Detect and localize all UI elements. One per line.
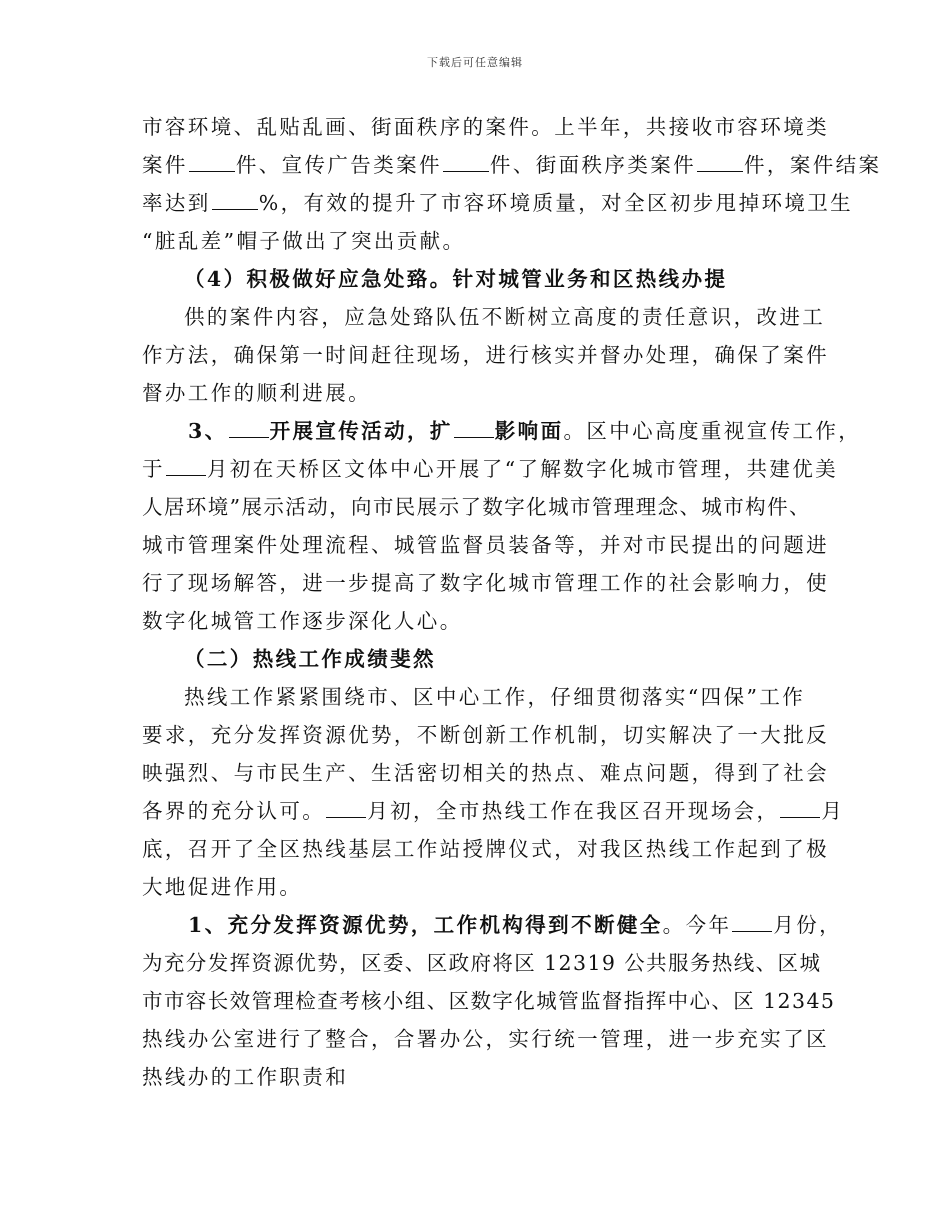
body-line: 市容环境、乱贴乱画、街面秩序的案件。上半年，共接收市容环境类	[142, 115, 829, 139]
section-heading: （4）积极做好应急处臵。针对城管业务和区热线办提	[184, 267, 728, 291]
body-line: 底，召开了全区热线基层工作站授牌仪式，对我区热线工作起到了极	[142, 837, 829, 861]
blank-field	[443, 151, 489, 172]
body-line: 1、充分发挥资源优势，工作机构得到不断健全。今年 月份，	[188, 913, 843, 937]
body-line: 人居环境”展示活动，向市民展示了数字化城市管理理念、城市构件、	[142, 495, 811, 519]
body-line: 热线办公室进行了整合，合署办公，实行统一管理，进一步充实了区	[142, 1027, 829, 1051]
body-line: 作方法，确保第一时间赶往现场，进行核实并督办处理，确保了案件	[142, 343, 829, 367]
blank-field	[732, 911, 772, 932]
body-line: 为充分发挥资源优势，区委、区政府将区 12319 公共服务热线、区城	[142, 951, 822, 975]
body-line: 于 月初在天桥区文体中心开展了“了解数字化城市管理，共建优美	[142, 457, 839, 481]
blank-field	[697, 151, 743, 172]
body-line: 率达到 %，有效的提升了市容环境质量，对全区初步甩掉环境卫生	[142, 191, 854, 215]
body-line: “脏乱差”帽子做出了突出贡献。	[142, 229, 466, 253]
body-line: 案件 件、宣传广告类案件 件、街面秩序类案件 件，案件结案	[142, 153, 882, 177]
body-line: 大地促进作用。	[142, 875, 303, 899]
blank-field	[326, 797, 366, 818]
body-line: 热线工作紧紧围绕市、区中心工作，仔细贯彻落实“四保”工作	[184, 685, 806, 709]
page-header: 下载后可任意编辑	[427, 56, 523, 69]
blank-field	[212, 189, 258, 210]
section-heading: （二）热线工作成绩斐然	[184, 647, 436, 671]
body-line: 热线办的工作职责和	[142, 1065, 349, 1089]
blank-field	[454, 417, 494, 438]
body-line: 3、 开展宣传活动，扩 影响面。区中心高度重视宣传工作，	[188, 419, 862, 443]
body-line: 督办工作的顺利进展。	[142, 381, 371, 405]
body-line: 供的案件内容，应急处臵队伍不断树立高度的责任意识，改进工	[184, 305, 826, 329]
blank-field	[229, 417, 269, 438]
body-line: 行了现场解答，进一步提高了数字化城市管理工作的社会影响力，使	[142, 571, 829, 595]
body-line: 各界的充分认可。 月初，全市热线工作在我区召开现场会， 月	[142, 799, 845, 823]
body-line: 城市管理案件处理流程、城管监督员装备等，并对市民提出的问题进	[142, 533, 829, 557]
blank-field	[780, 797, 820, 818]
body-line: 市市容长效管理检查考核小组、区数字化城管监督指挥中心、区 12345	[142, 989, 836, 1013]
blank-field	[166, 455, 206, 476]
body-line: 映强烈、与市民生产、生活密切相关的热点、难点问题，得到了社会	[142, 761, 829, 785]
body-line: 要求，充分发挥资源优势，不断创新工作机制，切实解决了一大批反	[142, 723, 829, 747]
blank-field	[189, 151, 235, 172]
body-line: 数字化城管工作逐步深化人心。	[142, 609, 463, 633]
